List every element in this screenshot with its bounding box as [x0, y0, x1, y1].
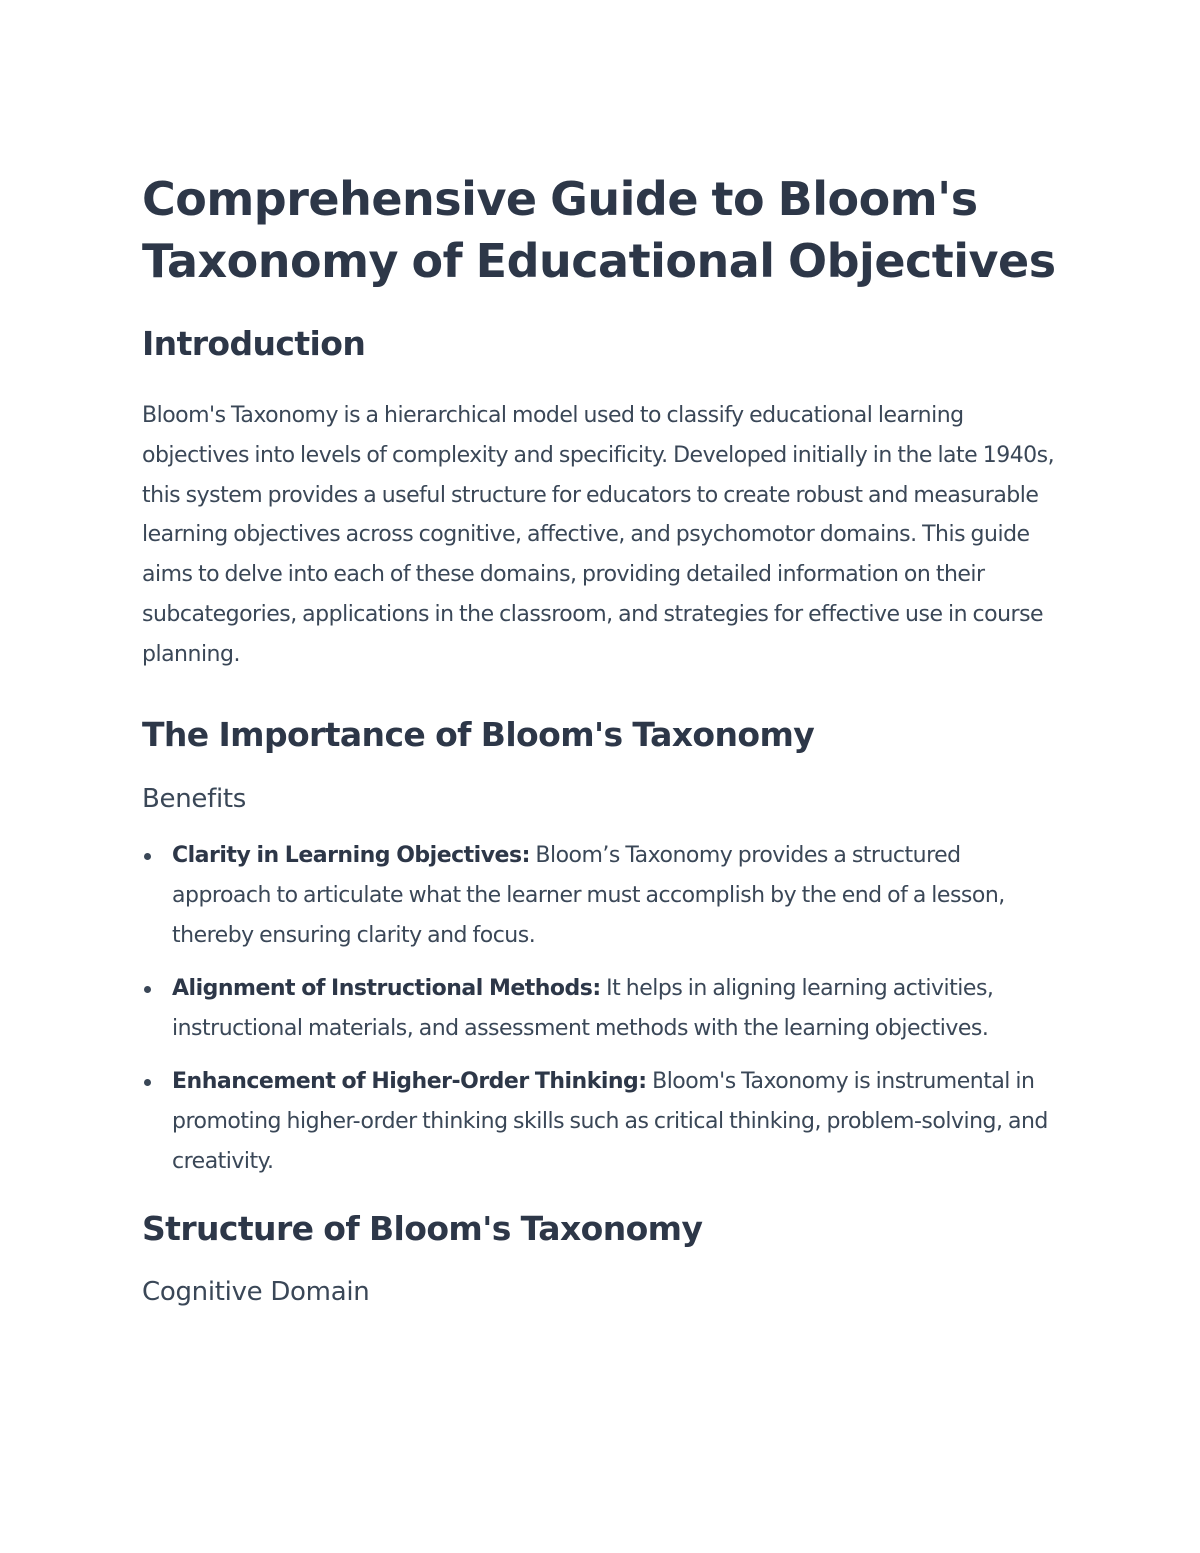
bullet-icon — [144, 986, 151, 993]
benefits-subheading: Benefits — [142, 783, 247, 814]
importance-heading: The Importance of Bloom's Taxonomy — [142, 714, 815, 754]
benefit-item-higher-order — [142, 1062, 1060, 1182]
introduction-paragraph: Bloom's Taxonomy is a hierarchical model used to classify educational learning objectives into levels of complexity and specificity. Developed initially in the late 1940s, this system provides a useful structure for educators to create robust and measurable learning objectives across cognitive, affective, and psychomotor domains. This guide aims to delve into each of these domains, providing detailed information on their subcategories, applications in the classroom, and strategies for effective use in course planning. — [142, 403, 1055, 667]
introduction-heading: Introduction — [142, 324, 366, 363]
cognitive-domain-subheading: Cognitive Domain — [142, 1276, 370, 1307]
benefit-item-clarity — [142, 836, 1060, 956]
bullet-icon — [144, 1079, 151, 1086]
bullet-icon — [144, 853, 151, 860]
benefit-description: Bloom's Taxonomy is instrumental in promoting higher-order thinking skills such as critical thinking, problem-solving, and creativity. — [172, 1068, 1048, 1174]
page-title: Comprehensive Guide to Bloom's Taxonomy of Educational Objectives — [142, 172, 1056, 288]
benefit-term: Enhancement of Higher-Order Thinking: — [172, 1068, 647, 1094]
benefit-description: Bloom’s Taxonomy provides a structured approach to articulate what the learner must accomplish by the end of a lesson, thereby ensuring clarity and focus. — [172, 842, 1005, 948]
benefits-list — [142, 836, 1060, 1182]
benefit-term: Alignment of Instructional Methods: — [172, 975, 601, 1001]
benefit-item-alignment — [142, 969, 1060, 1049]
benefit-description: It helps in aligning learning activities, instructional materials, and assessment methods with the learning objectives. — [172, 975, 994, 1041]
structure-heading: Structure of Bloom's Taxonomy — [142, 1208, 703, 1248]
benefit-term: Clarity in Learning Objectives: — [172, 842, 530, 868]
